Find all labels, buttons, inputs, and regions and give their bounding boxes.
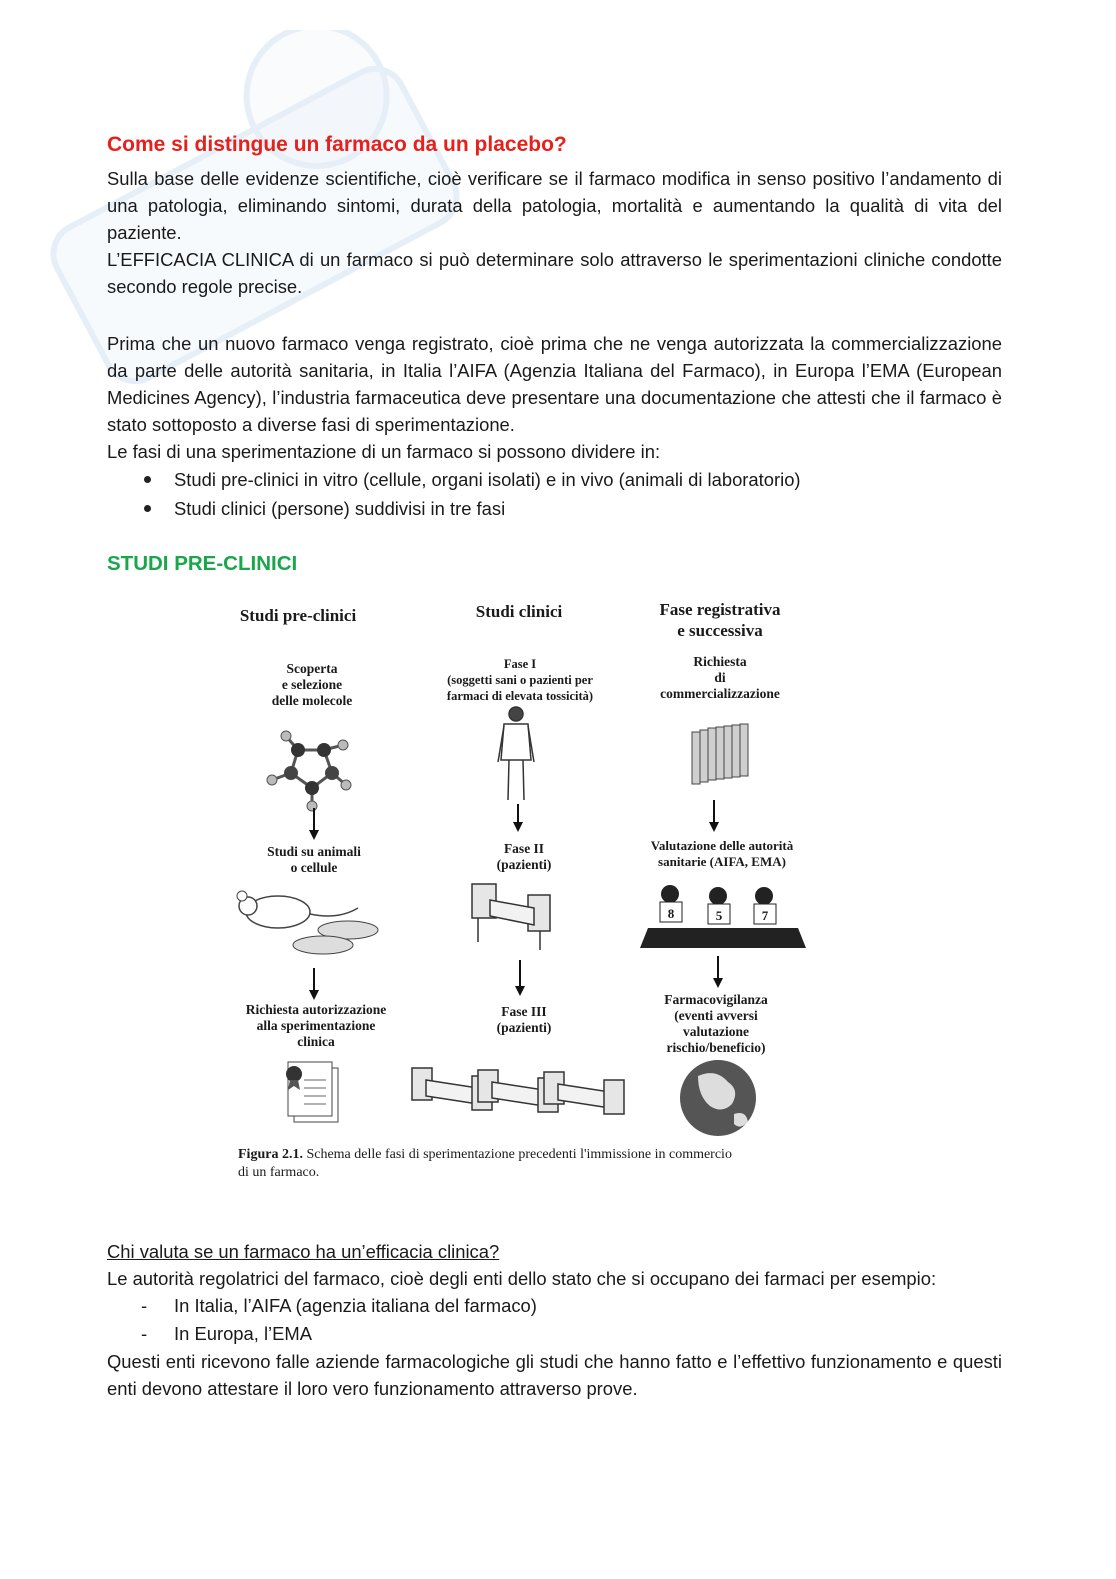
step-label: delle molecole	[271, 693, 353, 708]
step-label: Richiesta	[693, 654, 747, 669]
column-title-registration-2: e successiva	[677, 621, 763, 640]
step-label: sanitarie (AIFA, EMA)	[658, 854, 786, 869]
arrow-down-icon	[709, 800, 719, 832]
step-label: Richiesta autorizzazione	[245, 1002, 387, 1017]
arrow-down-icon	[713, 956, 723, 988]
molecule-icon	[267, 731, 351, 811]
paragraph-clinical-efficacy: L’EFFICACIA CLINICA di un farmaco si può determinare solo attraverso le sperimentazioni cliniche condotte secondo regole precise.	[107, 249, 1002, 297]
column-title-clinical: Studi clinici	[475, 602, 563, 621]
step-label: commercializzazione	[660, 686, 780, 701]
section-title-placebo: Come si distingue un farmaco da un placebo?	[107, 133, 567, 156]
figure-caption-line2: di un farmaco.	[238, 1165, 320, 1180]
step-label: di	[714, 670, 726, 685]
column-title-registration: Fase registrativa	[659, 600, 781, 619]
step-label: Farmacovigilanza	[664, 992, 768, 1007]
column-title-preclinical: Studi pre-clinici	[239, 606, 357, 625]
step-label: Fase I	[503, 657, 537, 671]
arrow-down-icon	[515, 960, 525, 996]
step-label: alla sperimentazione	[256, 1018, 376, 1033]
figure-drug-phases-diagram	[228, 590, 828, 1190]
lab-mouse-icon	[237, 891, 378, 954]
arrow-down-icon	[309, 968, 319, 1000]
step-label: (eventi avversi	[674, 1008, 758, 1023]
score-card: 7	[761, 908, 769, 923]
caption-label: Figura 2.1.	[238, 1147, 303, 1162]
jury-panel-icon	[640, 885, 806, 948]
step-label: rischio/beneficio)	[666, 1040, 766, 1055]
paragraph-authorities: Le autorità regolatrici del farmaco, cioè degli enti dello stato che si occupano dei farmaci per esempio:	[107, 1268, 937, 1289]
step-label: Fase II	[503, 841, 545, 856]
list-item: Studi clinici (persone) suddivisi in tre fasi	[174, 494, 1002, 523]
step-label: o cellule	[290, 860, 338, 875]
binders-icon	[692, 724, 748, 784]
paragraph-verification: Questi enti ricevono falle aziende farmacologiche gli studi che hanno fatto e l’effettivo funzionamento e questi enti devono attestare il loro vero funzionamento attraverso prove.	[107, 1351, 1002, 1399]
step-label: valutazione	[683, 1024, 749, 1039]
list-item: - In Europa, l’EMA	[174, 1320, 1002, 1348]
paragraph-registration: Prima che un nuovo farmaco venga registrato, cioè prima che ne venga autorizzata la commercializzazione da parte delle autorità sanitaria, in Italia l’AIFA (Agenzia Italiana del Farmaco), in Europa l’EMA (European Medicines Agency), l’industria farmaceutica deve presentare una documentazione che attesti che il farmaco è stato sottoposto a diverse fasi di sperimentazione.	[107, 333, 1002, 435]
step-label: (pazienti)	[496, 857, 552, 872]
step-label: (pazienti)	[496, 1020, 552, 1035]
question-heading: Chi valuta se un farmaco ha un’efficacia clinica?	[107, 1241, 500, 1262]
step-label: Studi su animali	[267, 844, 361, 859]
paragraph-evidence: Sulla base delle evidenze scientifiche, cioè verificare se il farmaco modifica in senso positivo l’andamento di una patologia, eliminando sintomi, durata della patologia, mortalità e aumentando la qualità di vita del paziente.	[107, 168, 1002, 243]
score-card: 5	[715, 908, 723, 923]
authorities-list	[107, 1292, 1002, 1348]
certificate-icon	[286, 1062, 338, 1122]
globe-icon	[680, 1060, 756, 1136]
paragraph-phases-intro: Le fasi di una sperimentazione di un farmaco si possono dividere in:	[107, 441, 661, 462]
step-label: Scoperta	[286, 661, 338, 676]
arrow-down-icon	[513, 804, 523, 832]
person-icon	[498, 707, 534, 800]
authorities-block	[107, 1238, 1002, 1402]
caption-text: Schema delle fasi di sperimentazione precedenti l'immissione in commercio	[302, 1147, 732, 1162]
step-label: clinica	[297, 1034, 335, 1049]
step-label: (soggetti sani o pazienti per	[447, 673, 593, 687]
list-item: - In Italia, l’AIFA (agenzia italiana del farmaco)	[174, 1292, 1002, 1320]
hospital-beds-row-icon	[412, 1068, 624, 1114]
intro-block	[107, 165, 1002, 300]
section-title-preclinical: STUDI PRE-CLINICI	[107, 552, 298, 575]
registration-block	[107, 330, 1002, 523]
score-card: 8	[667, 906, 675, 921]
hospital-bed-icon	[472, 884, 550, 950]
step-label: Fase III	[501, 1004, 547, 1019]
step-label: Valutazione delle autorità	[650, 838, 794, 853]
step-label: farmaci di elevata tossicità)	[446, 689, 594, 703]
arrow-down-icon	[309, 808, 319, 840]
step-label: e selezione	[281, 677, 343, 692]
figure-caption	[238, 1147, 732, 1162]
phases-list	[107, 465, 1002, 523]
list-item: Studi pre-clinici in vitro (cellule, organi isolati) e in vivo (animali di laboratorio)	[174, 465, 1002, 494]
